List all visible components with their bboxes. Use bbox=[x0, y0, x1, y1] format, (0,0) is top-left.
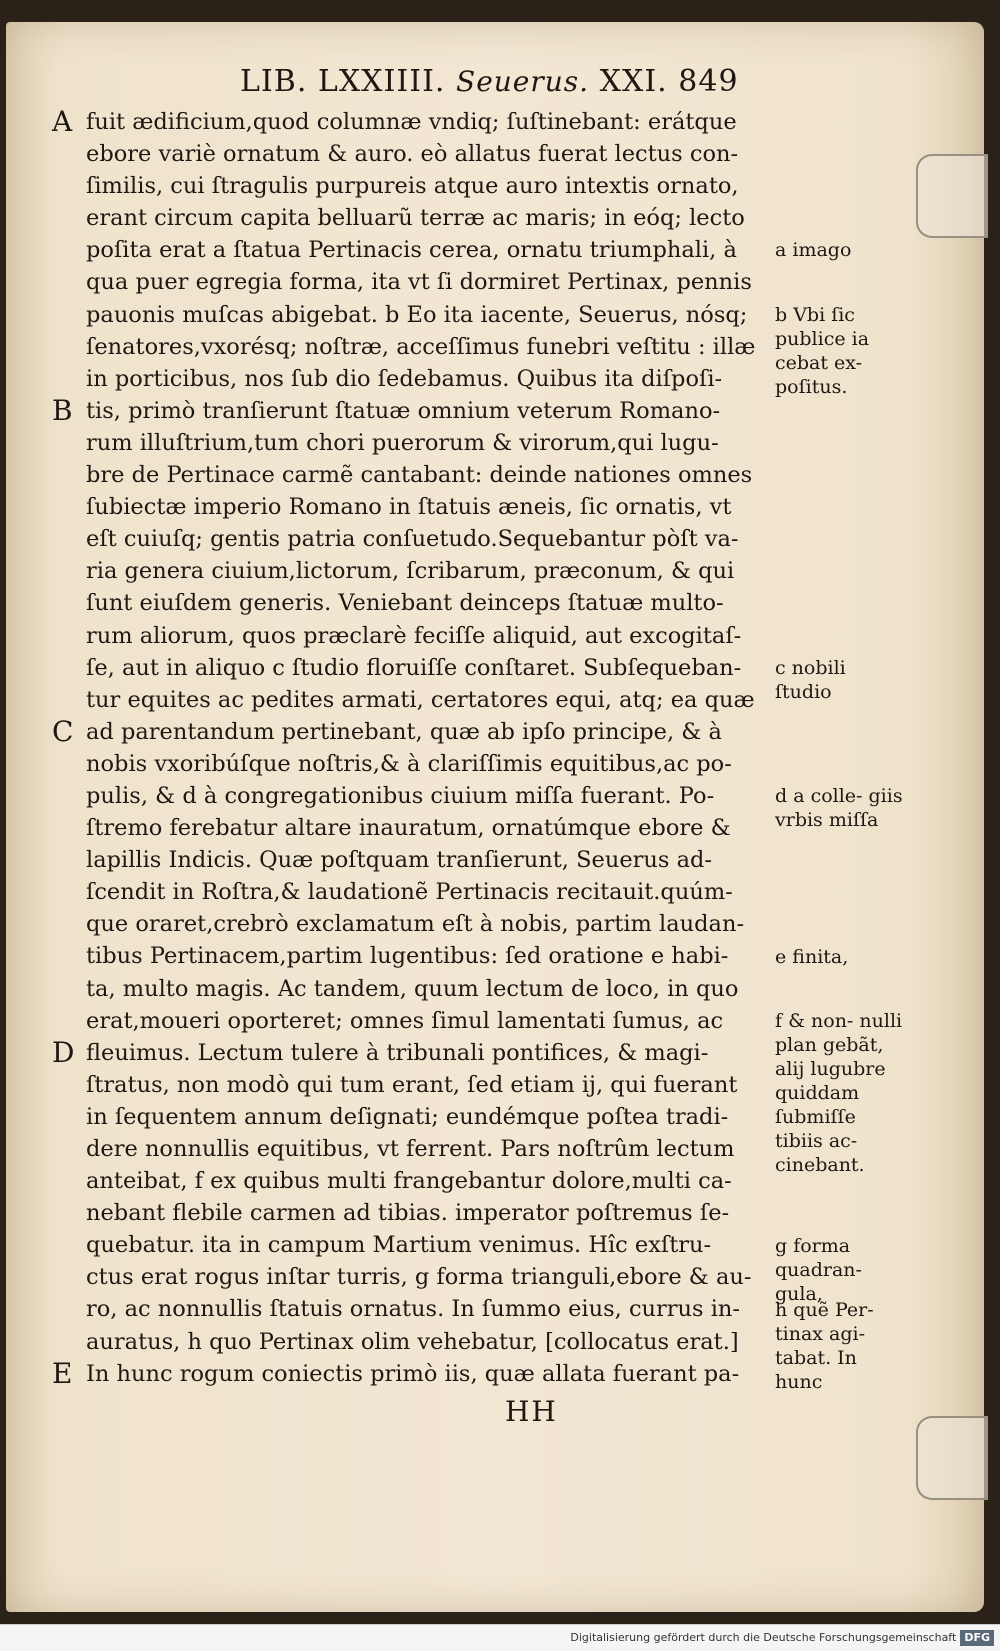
line-text: ro, ac nonnullis ſtatuis ornatus. In ſummo eius, currus in- bbox=[86, 1296, 741, 1323]
text-line bbox=[80, 940, 770, 972]
text-line bbox=[80, 908, 770, 940]
margin-note: d a colle- giis vrbis miſſa bbox=[775, 785, 903, 832]
section-letter: A bbox=[52, 105, 73, 138]
line-text: nobis vxoribúſque noſtris,& à clariſſimis equitibus,ac po- bbox=[86, 750, 732, 777]
chapter-number: XXI. bbox=[599, 64, 668, 99]
line-text: in porticibus, nos ſub dio ſedebamus. Quibus ita diſpoſi- bbox=[86, 365, 723, 392]
text-line bbox=[80, 812, 770, 844]
text-line bbox=[80, 652, 770, 684]
text-line bbox=[52, 105, 770, 138]
text-line bbox=[80, 1229, 770, 1261]
text-line bbox=[80, 1133, 770, 1165]
text-line bbox=[80, 363, 770, 395]
line-text: erant circum capita belluarũ terræ ac maris; in eóq; lecto bbox=[86, 205, 745, 232]
line-text: ſunt eiuſdem generis. Veniebant deinceps ſtatuæ multo- bbox=[86, 590, 724, 617]
line-text: qua puer egregia forma, ita vt ſi dormiret Pertinax, pennis bbox=[86, 269, 752, 296]
line-text: in ſequentem annum deſignati; eundémque poſtea tradi- bbox=[86, 1103, 729, 1130]
line-text: bre de Pertinace carmẽ cantabant: deinde nationes omnes bbox=[86, 462, 753, 489]
margin-note: c nobili ſtudio bbox=[775, 656, 846, 703]
text-line bbox=[80, 620, 770, 652]
running-head: Seuerus. bbox=[456, 65, 590, 98]
text-line bbox=[80, 1165, 770, 1197]
line-text: dere nonnullis equitibus, vt ferrent. Pars noſtrûm lectum bbox=[86, 1136, 735, 1162]
line-text: ria genera ciuium,lictorum, ſcribarum, præconum, & qui bbox=[86, 558, 735, 585]
line-text: pauonis muſcas abigebat. b Eo ita iacente, Seuerus, nósq; bbox=[86, 301, 748, 328]
margin-note: a imago bbox=[775, 239, 852, 262]
page-tab bbox=[916, 1416, 988, 1500]
line-text: rum aliorum, quos præclarè feciſſe aliquid, aut excogitaſ- bbox=[86, 622, 742, 649]
signature-mark: HH bbox=[505, 1395, 558, 1428]
line-text: ſimilis, cui ſtragulis purpureis atque auro intextis ornato, bbox=[86, 173, 739, 200]
line-text: tis, primò tranſierunt ſtatuæ omnium veterum Romano- bbox=[86, 397, 721, 424]
text-line bbox=[80, 138, 770, 170]
text-line bbox=[80, 234, 770, 266]
text-line bbox=[80, 1326, 770, 1358]
line-text: auratus, h quo Pertinax olim vehebatur, [collocatus erat.] bbox=[86, 1328, 739, 1355]
text-line bbox=[80, 491, 770, 523]
text-line bbox=[80, 459, 770, 491]
page-number: 849 bbox=[678, 64, 739, 99]
line-text: ctus erat rogus inſtar turris, g forma trianguli,ebore & au- bbox=[86, 1264, 752, 1291]
text-line bbox=[80, 523, 770, 555]
text-line bbox=[80, 973, 770, 1005]
section-letter: E bbox=[52, 1356, 73, 1390]
text-line bbox=[80, 1101, 770, 1133]
text-line bbox=[52, 1035, 770, 1069]
line-text: ſcendit in Roſtra,& laudationẽ Pertinacis recitauit.quúm- bbox=[86, 879, 733, 906]
text-line bbox=[80, 170, 770, 202]
line-text: fleuimus. Lectum tulere à tribunali pontifices, & magi- bbox=[86, 1039, 709, 1066]
margin-note: h quẽ Per- tinax agi- tabat. In hunc bbox=[775, 1298, 874, 1393]
text-line bbox=[80, 748, 770, 780]
text-line bbox=[80, 1069, 770, 1101]
line-text: pulis, & d à congregationibus ciuium miſſa fuerant. Po- bbox=[86, 782, 715, 809]
line-text: quebatur. ita in campum Martium venimus. Hîc exſtru- bbox=[86, 1232, 712, 1259]
text-line bbox=[52, 1356, 770, 1390]
line-text: In hunc rogum coniectis primò iis, quæ allata fuerant pa- bbox=[86, 1360, 740, 1387]
main-text bbox=[52, 105, 770, 1390]
line-text: nebant flebile carmen ad tibias. imperator poſtremus ſe- bbox=[86, 1200, 730, 1227]
line-text: tibus Pertinacem,partim lugentibus: ſed oratione e habi- bbox=[86, 943, 729, 970]
line-text: ſtremo ferebatur altare inauratum, ornatúmque ebore & bbox=[86, 815, 731, 842]
line-text: ſubiectæ imperio Romano in ſtatuis æneis, ſic ornatis, vt bbox=[86, 494, 732, 521]
section-letter: C bbox=[52, 714, 74, 748]
running-header bbox=[240, 64, 800, 99]
line-text: ta, multo magis. Ac tandem, quum lectum de loco, in quo bbox=[86, 975, 739, 1002]
text-line bbox=[80, 1197, 770, 1229]
line-text: ad parentandum pertinebant, quæ ab ipſo principe, & à bbox=[86, 718, 722, 745]
line-text: ſe, aut in aliquo c ſtudio floruiſſe conſtaret. Subſequeban- bbox=[86, 654, 742, 681]
footer-credit: Digitalisierung gefördert durch die Deutsche Forschungsgemeinschaft bbox=[570, 1631, 957, 1644]
line-text: erat,moueri oporteret; omnes ſimul lamentati ſumus, ac bbox=[86, 1007, 724, 1034]
margin-note: f & non- nulli plan gebãt, alij lugubre quiddam ſubmiſſe tibiis ac- cinebant. bbox=[775, 1009, 903, 1176]
text-line bbox=[80, 299, 770, 331]
footer-bar bbox=[0, 1624, 1000, 1651]
line-text: que oraret,crebrò exclamatum eſt à nobis, partim laudan- bbox=[86, 911, 745, 938]
line-text: ſtratus, non modò qui tum erant, ſed etiam ij, qui fuerant bbox=[86, 1071, 738, 1098]
line-text: eſt cuiuſq; gentis patria conſuetudo.Sequebantur pòſt va- bbox=[86, 526, 739, 553]
text-line bbox=[80, 1261, 770, 1293]
text-line bbox=[52, 393, 770, 427]
text-line bbox=[80, 876, 770, 908]
text-line bbox=[80, 684, 770, 716]
line-text: fuit ædificium,quod columnæ vndiq; ſuſtinebant: erátque bbox=[86, 109, 737, 135]
text-line bbox=[80, 587, 770, 619]
text-line bbox=[80, 1005, 770, 1037]
line-text: rum illuſtrium,tum chori puerorum & virorum,qui lugu- bbox=[86, 429, 719, 456]
line-text: ſenatores,vxorésq; noſtræ, acceſſimus funebri veſtitu : illæ bbox=[86, 333, 756, 360]
line-text: lapillis Indicis. Quæ poſtquam tranſierunt, Seuerus ad- bbox=[86, 847, 713, 874]
section-letter: D bbox=[52, 1035, 75, 1069]
text-line bbox=[52, 714, 770, 748]
section-letter: B bbox=[52, 393, 73, 427]
text-line bbox=[80, 331, 770, 363]
line-text: ebore variè ornatum & auro. eò allatus fuerat lectus con- bbox=[86, 141, 739, 168]
book-number: LIB. LXXIIII. bbox=[240, 64, 446, 99]
dfg-logo: DFG bbox=[960, 1630, 994, 1646]
margin-note: e finita, bbox=[775, 945, 849, 968]
text-line bbox=[80, 844, 770, 876]
text-line bbox=[80, 266, 770, 298]
text-line bbox=[80, 555, 770, 587]
line-text: anteibat, f ex quibus multi frangebantur dolore,multi ca- bbox=[86, 1168, 732, 1195]
text-line bbox=[80, 1293, 770, 1325]
margin-note: b Vbi ſic publice ia cebat ex- poſitus. bbox=[775, 303, 870, 398]
line-text: tur equites ac pedites armati, certatores equi, atq; ea quæ bbox=[86, 686, 755, 713]
line-text: poſita erat a ſtatua Pertinacis cerea, ornatu triumphali, à bbox=[86, 237, 737, 264]
margin-note: g forma quadran- gula, bbox=[775, 1234, 862, 1305]
text-line bbox=[80, 202, 770, 234]
text-line bbox=[80, 780, 770, 812]
page-tab bbox=[916, 154, 988, 238]
text-line bbox=[80, 427, 770, 459]
